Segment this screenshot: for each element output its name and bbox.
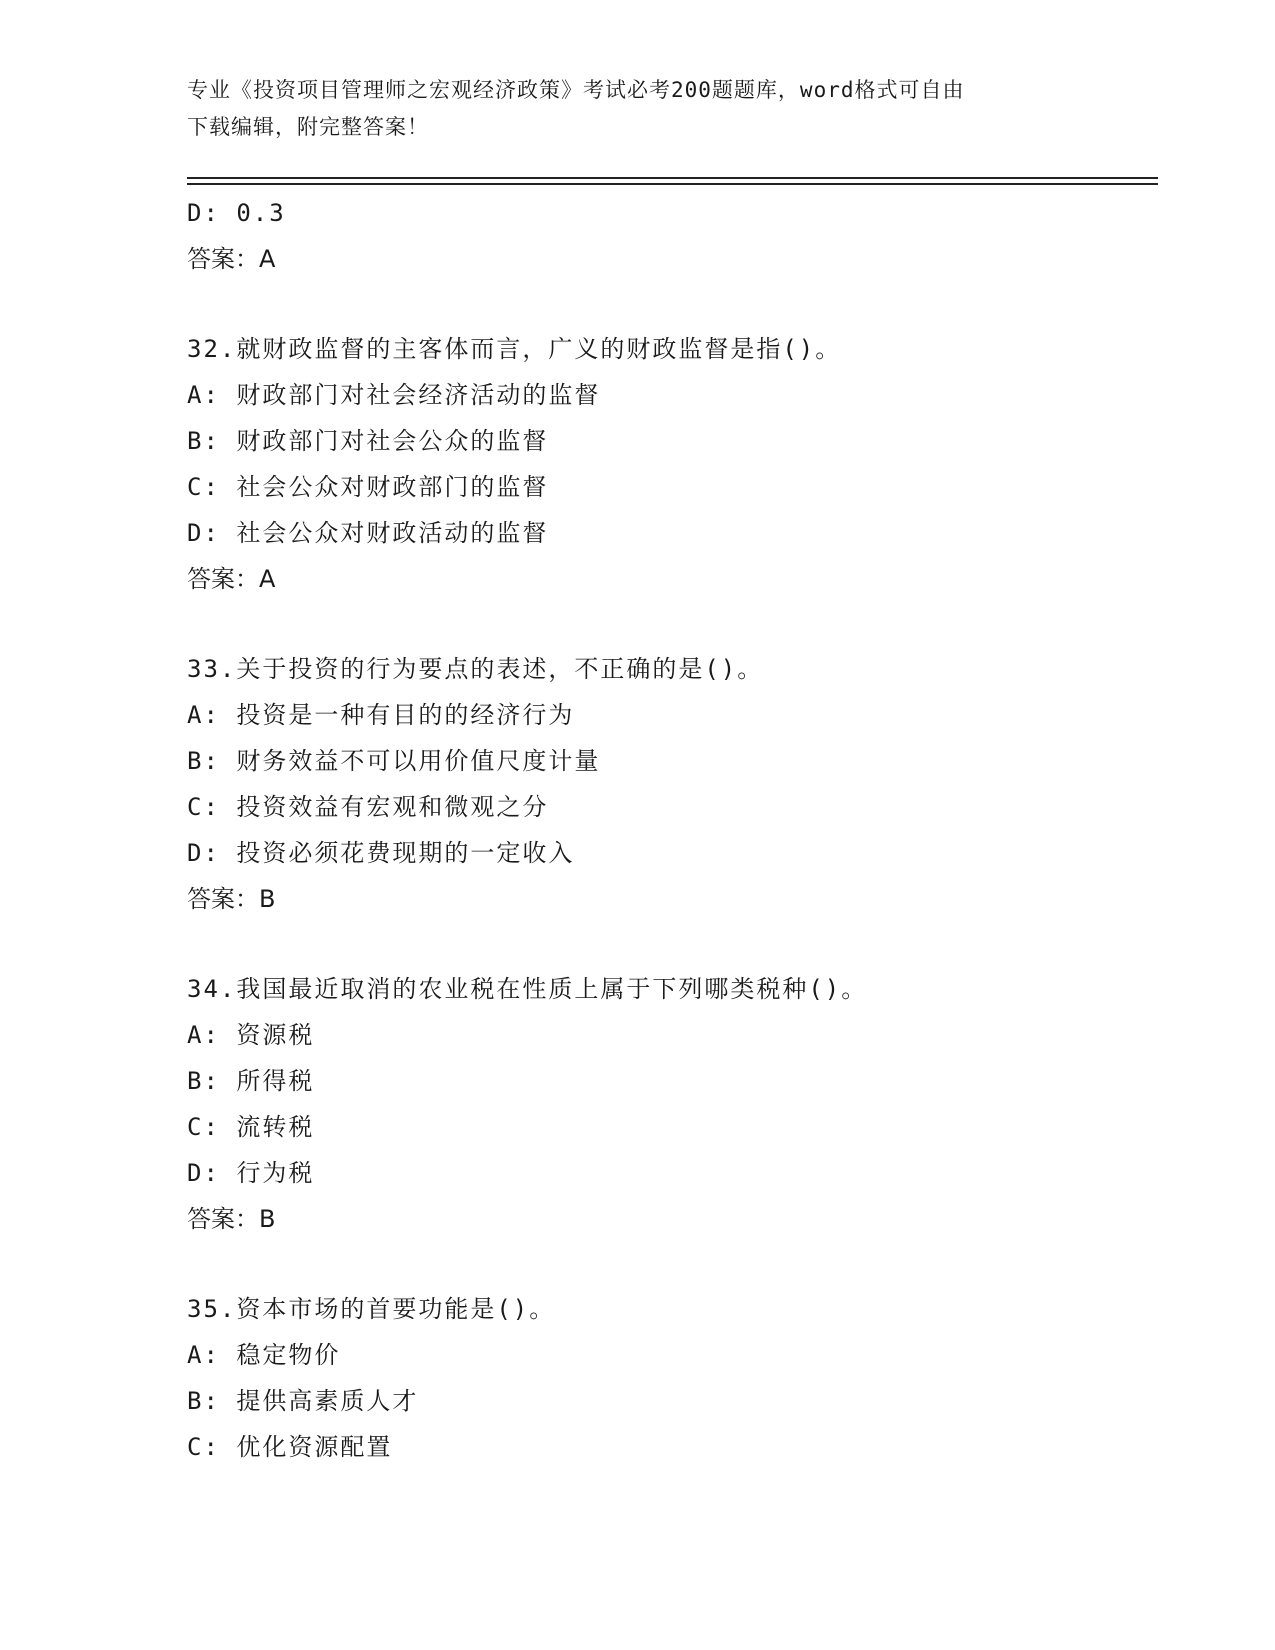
option-d: D: 行为税 [187, 1159, 315, 1187]
question-stem-35: 35.资本市场的首要功能是()。 [187, 1295, 556, 1323]
option-b: B: 财务效益不可以用价值尺度计量 [187, 747, 601, 775]
option-c: C: 流转税 [187, 1113, 315, 1141]
answer: 答案：B [187, 885, 276, 913]
document-header [187, 72, 1087, 146]
question-stem-32: 32.就财政监督的主客体而言，广义的财政监督是指()。 [187, 335, 842, 363]
option-b: B: 财政部门对社会公众的监督 [187, 427, 549, 455]
answer: 答案：A [187, 245, 276, 273]
option-c: C: 优化资源配置 [187, 1433, 393, 1461]
answer: 答案：A [187, 565, 276, 593]
option-b: B: 提供高素质人才 [187, 1387, 419, 1415]
option-c: C: 投资效益有宏观和微观之分 [187, 793, 549, 821]
option-a: A: 稳定物价 [187, 1341, 341, 1369]
header-line-1: 专业《投资项目管理师之宏观经济政策》考试必考200题题库，word格式可自由 [187, 78, 965, 102]
header-line-2: 下载编辑，附完整答案！ [187, 115, 429, 139]
option-a: A: 财政部门对社会经济活动的监督 [187, 381, 601, 409]
option-a: A: 资源税 [187, 1021, 315, 1049]
question-stem-33: 33.关于投资的行为要点的表述，不正确的是()。 [187, 655, 764, 683]
header-divider-top [187, 177, 1158, 179]
option-d: D: 0.3 [187, 199, 286, 227]
option-c: C: 社会公众对财政部门的监督 [187, 473, 549, 501]
question-list [187, 190, 1147, 1470]
option-a: A: 投资是一种有目的的经济行为 [187, 701, 575, 729]
option-d: D: 投资必须花费现期的一定收入 [187, 839, 575, 867]
option-b: B: 所得税 [187, 1067, 315, 1095]
header-divider-bottom [187, 183, 1158, 185]
option-d: D: 社会公众对财政活动的监督 [187, 519, 549, 547]
question-stem-34: 34.我国最近取消的农业税在性质上属于下列哪类税种()。 [187, 975, 868, 1003]
answer: 答案：B [187, 1205, 276, 1233]
